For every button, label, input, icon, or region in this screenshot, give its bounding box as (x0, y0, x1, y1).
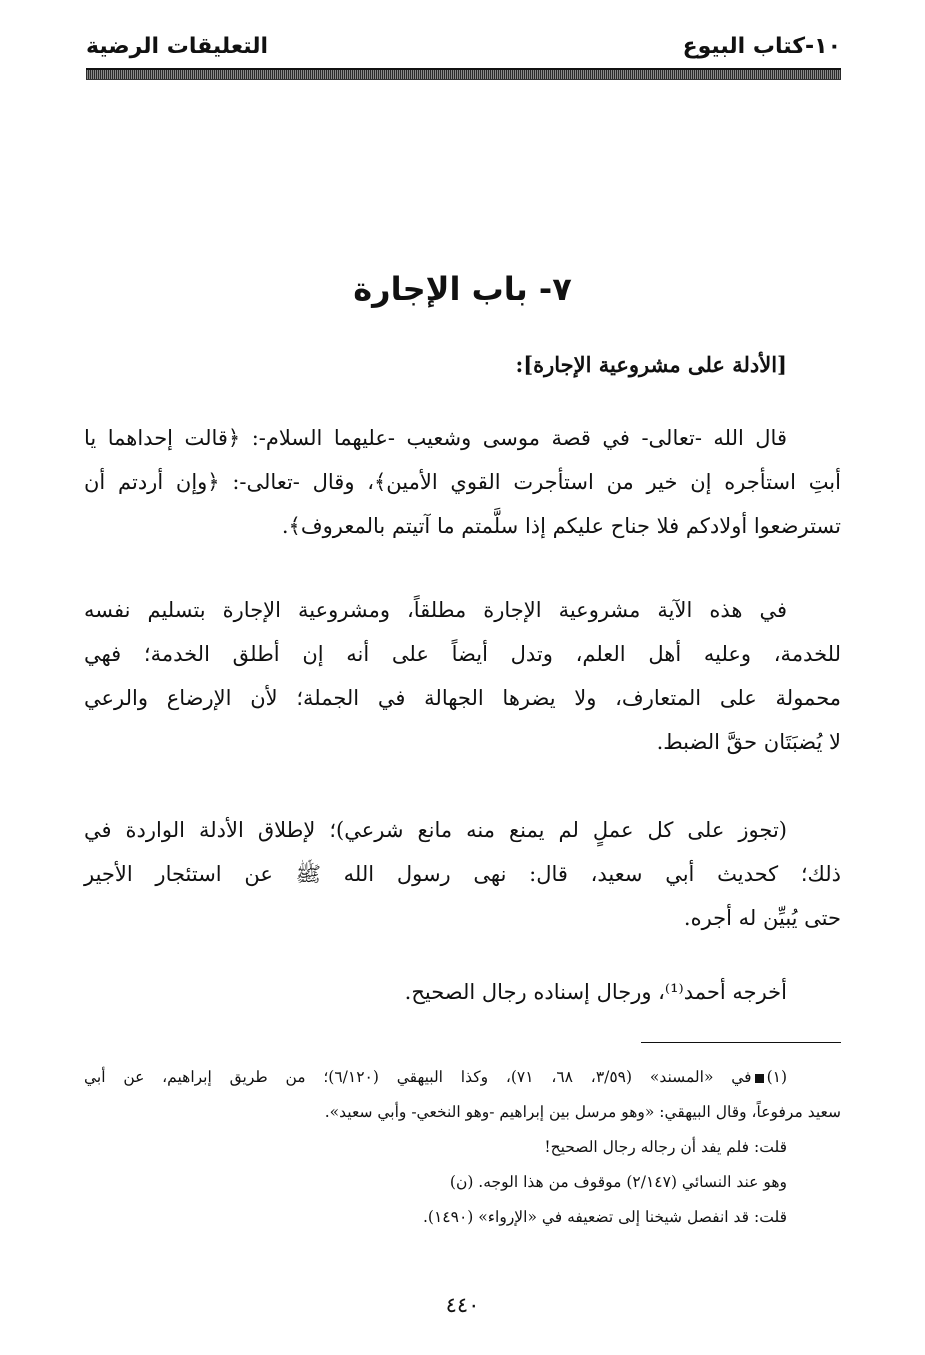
footnote-line: سعيد مرفوعاً، وقال البيهقي: «وهو مرسل بين إبراهيم -وهو النخعي- وأبي سعيد». (324, 1103, 841, 1121)
text-line: تسترضعوا أولادكم فلا جناح عليكم إذا سلَّمتم ما آتيتم بالمعروف﴾. (281, 514, 841, 538)
text-line: ذلك؛ كحديث أبي سعيد، قال: نهى رسول الله ﷺ عن استئجار الأجير (84, 862, 841, 886)
text-line: أخرجه أحمد⁽¹⁾، ورجال إسناده رجال الصحيح. (404, 980, 787, 1004)
footnote-line: قلت: قد انفصل شيخنا إلى تضعيفه في «الإرواء» (١٤٩٠). (422, 1208, 787, 1226)
square-mark-icon (755, 1074, 764, 1083)
text-line: (تجوز على كل عملٍ لم يمنع منه مانع شرعي)؛ لإطلاق الأدلة الواردة في (84, 818, 787, 842)
footnote-line (84, 1060, 841, 1095)
footnote-text: في «المسند» (٣/٥٩، ٦٨، ٧١)، وكذا البيهقي (٦/١٢٠)؛ من طريق إبراهيم، عن أبي (84, 1068, 752, 1086)
text-line: لا يُضبَتَان حقَّ الضبط. (656, 730, 841, 754)
paragraph-quran-verses (84, 416, 841, 548)
footnotes (84, 1060, 841, 1235)
chapter-heading: ٧- باب الإجارة (353, 270, 572, 308)
text-line: للخدمة، وعليه أهل العلم، وتدل أيضاً على أنه إن أطلق الخدمة؛ فهي (84, 642, 841, 666)
footnote-marker: (١) (766, 1068, 788, 1086)
text-line: في هذه الآية مشروعية الإجارة مطلقاً، ومشروعية الإجارة بتسليم نفسه (84, 598, 788, 622)
footnote-line: وهو عند النسائي (٢/١٤٧) موقوف من هذا الوجه. (ن) (449, 1173, 787, 1191)
header-rule (86, 68, 841, 80)
paragraph-ruling (84, 808, 841, 940)
paragraph-citation (84, 970, 841, 1014)
header-book-title: التعليقات الرضية (86, 34, 269, 59)
text-line: حتى يُبيِّن له أجره. (683, 906, 841, 930)
page-number: ٤٤٠ (445, 1293, 480, 1317)
text-line: قال الله -تعالى- في قصة موسى وشعيب -عليهما السلام-: ﴿قالت إحداهما يا (84, 426, 787, 450)
text-line: محمولة على المتعارف، ولا يضرها الجهالة في الجملة؛ لأن الإرضاع والرعي (84, 686, 841, 710)
paragraph-commentary (84, 588, 841, 764)
footnote-separator (641, 1042, 841, 1043)
footnote-line: قلت: فلم يفد أن رجاله رجال الصحيح! (544, 1138, 787, 1156)
running-header (86, 32, 841, 68)
section-label: [الأدلة على مشروعية الإجارة]: (515, 352, 787, 377)
text-line: أبتِ استأجره إن خير من استأجرت القوي الأمين﴾، وقال -تعالى-: ﴿وإن أردتم أن (84, 470, 841, 494)
header-book-name: ١٠-كتاب البيوع (682, 34, 841, 59)
